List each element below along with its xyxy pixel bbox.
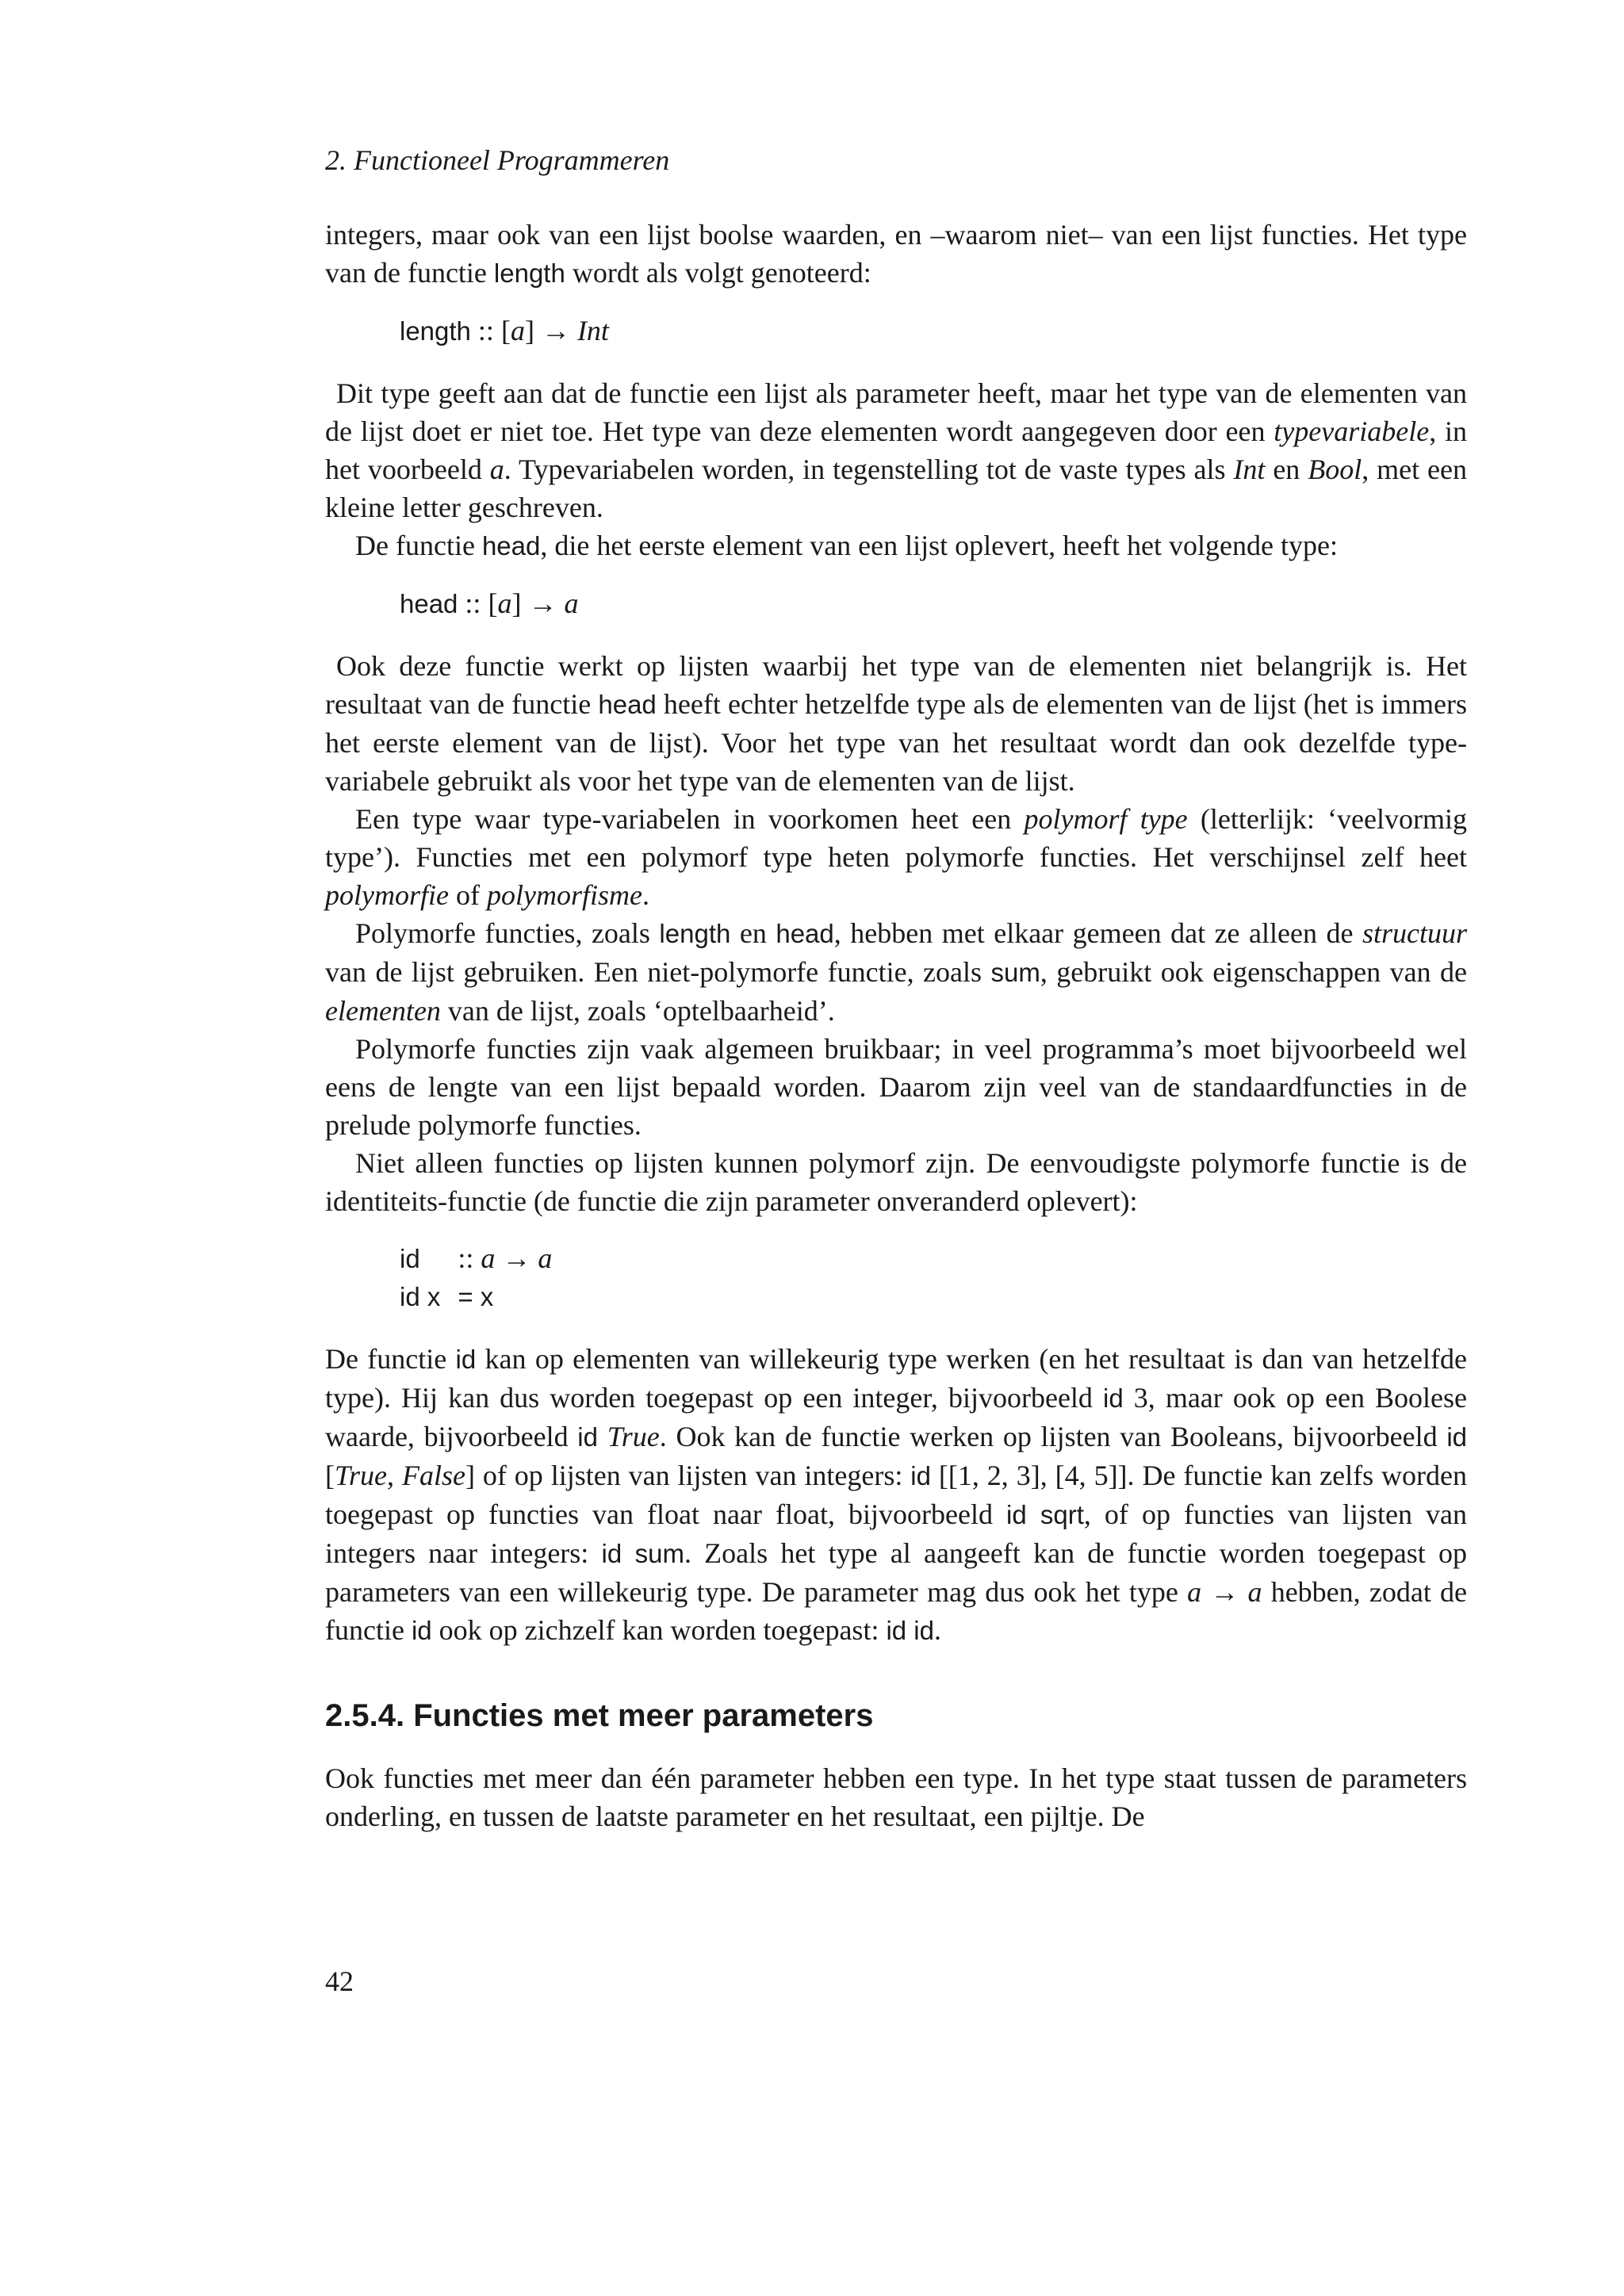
text-span: . Ook kan de functie werken op lijsten van Booleans, bijvoorbeeld	[659, 1421, 1447, 1452]
code-id-sum: id sum	[601, 1539, 684, 1568]
paragraph-2	[325, 374, 1467, 526]
text-span: , hebben met elkaar gemeen dat ze alleen de	[833, 917, 1362, 949]
arrow-symbol: →	[521, 587, 565, 619]
text-span: van de lijst, zoals ‘optelbaarheid’.	[440, 995, 835, 1027]
math-type: Bool	[1308, 453, 1362, 485]
text-span: . Typevariabelen worden, in tegenstelling tot de vaste types als	[504, 453, 1234, 485]
paragraph-6	[325, 914, 1467, 1030]
text-span: [[1, 2, 3], [4, 5]]. De functie kan zelfs worden toegepast op functies van float naar float, bijvoorbeeld	[325, 1460, 1468, 1530]
result-type: Int	[576, 315, 609, 346]
type-variable: a	[510, 315, 525, 346]
paragraph-8: Niet alleen functies op lijsten kunnen polymorf zijn. De eenvoudigste polymorfe functie is de identiteits-functie (de functie die zijn parameter onveranderd oplevert):	[325, 1147, 1467, 1217]
code-row	[400, 1239, 552, 1278]
arrow-symbol: →	[534, 315, 577, 346]
text-span: (letterlijk: ‘veelvormig type’). Functies met een polymorf type heten polymorfe functies. Het verschijnsel zelf heet	[325, 803, 1468, 873]
bracket-close: ]	[524, 315, 534, 346]
bracket-close: ]	[511, 587, 522, 619]
paragraph-9	[325, 1340, 1467, 1650]
math-type: Int	[1233, 453, 1266, 485]
emphasis: polymorf type	[1024, 803, 1188, 835]
code-id: id	[1446, 1422, 1467, 1452]
text-span	[598, 1421, 607, 1452]
text-span: ] of op lijsten van lijsten van integers:	[465, 1460, 911, 1491]
type-separator: ::	[470, 315, 501, 346]
text-span: De functie	[325, 1343, 456, 1375]
code-id: id	[910, 1461, 931, 1490]
math-constant: True	[335, 1460, 388, 1491]
math-constant: True	[607, 1421, 660, 1452]
emphasis: elementen	[325, 995, 441, 1027]
text-span: kan op elementen van willekeurig type werken (en het resultaat is dan van hetzelfde type). Hij kan dus worden toegepast op een integer, bijvoorbeeld	[325, 1343, 1467, 1414]
text-span: , in het voorbeeld	[325, 415, 1467, 485]
code-id: id	[411, 1616, 432, 1645]
text-span: of	[448, 879, 487, 911]
math-variable: a	[489, 453, 504, 485]
display-head-type	[400, 584, 1467, 623]
bracket-open: [	[488, 587, 498, 619]
text-span: [	[325, 1460, 335, 1491]
code-lhs: id	[400, 1244, 420, 1273]
text-span: ook op zichzelf kan worden toegepast:	[431, 1614, 887, 1646]
text-span: integers, maar ook van een lijst boolse waarden, en –waarom niet– van een lijst functies. Het type van de functie	[325, 219, 1467, 289]
text-span: Ook deze functie werkt op lijsten waarbij het type van de elementen niet belangrijk is. Het resultaat van de functie	[325, 650, 1467, 720]
text-span: Een type waar type-variabelen in voorkomen heet een	[355, 803, 1025, 835]
emphasis: structuur	[1362, 917, 1467, 949]
page-content	[325, 143, 1467, 1835]
code-head: head	[776, 919, 834, 948]
code-head: head	[481, 531, 541, 561]
paragraph-5	[325, 800, 1467, 914]
code-lhs: id x	[400, 1282, 441, 1311]
text-span: en	[730, 917, 776, 949]
arrow-symbol: →	[495, 1242, 538, 1274]
text-span: , die het eerste element van een lijst oplevert, heeft het volgende type:	[540, 530, 1338, 561]
code-id-id: id id	[886, 1616, 934, 1645]
text-span: en	[1265, 453, 1308, 485]
id-definition-table	[400, 1239, 552, 1316]
page-number: 42	[325, 1965, 354, 1997]
display-length-type	[400, 312, 1467, 350]
text-span: wordt als volgt genoteerd:	[565, 257, 871, 289]
result-type: a	[564, 587, 579, 619]
type-separator: ::	[458, 587, 488, 619]
bracket-open: [	[500, 315, 511, 346]
code-id-sqrt: id sqrt	[1005, 1500, 1084, 1529]
code-length: length	[493, 258, 565, 288]
paragraph-4	[325, 647, 1467, 800]
paragraph-7: Polymorfe functies zijn vaak algemeen bruikbaar; in veel programma’s moet bijvoorbeeld wel eens de lengte van een lijst bepaald worden. Daarom zijn veel van de standaardfuncties in de prelude polymorfe functies.	[325, 1033, 1467, 1141]
text-span: .	[934, 1614, 941, 1646]
type-variable: a	[481, 1242, 496, 1274]
code-rhs: = x	[458, 1282, 494, 1311]
type-variable: a	[538, 1242, 553, 1274]
code-row	[400, 1278, 552, 1316]
running-head: 2. Functioneel Programmeren	[325, 144, 670, 176]
code-id: id	[577, 1422, 598, 1452]
text-span: Dit type geeft aan dat de functie een lijst als parameter heeft, maar het type van de elementen van de lijst doet er niet toe. Het type van deze elementen wordt aangegeven door een	[325, 377, 1467, 447]
paragraph-1	[325, 216, 1467, 293]
type-variable: a	[497, 587, 512, 619]
text-span: , of op functies van lijsten van integers naar integers:	[325, 1498, 1467, 1569]
code-length: length	[400, 316, 471, 346]
code-id: id	[1103, 1383, 1124, 1413]
emphasis: polymorfisme	[486, 879, 642, 911]
emphasis: typevariabele	[1274, 415, 1430, 447]
body-text	[325, 216, 1467, 1835]
text-span: heeft echter hetzelfde type als de elementen van de lijst (het is immers het eerste element van de lijst). Voor het type van het resultaat wordt dan ook dezelfde type-variabele gebruikt als voor het type van de elementen van de lijst.	[325, 688, 1467, 797]
text-span: hebben, zodat de functie	[325, 1576, 1468, 1646]
code-rhs	[458, 1239, 552, 1278]
emphasis: polymorfie	[325, 879, 449, 911]
text-span: , met een kleine letter geschreven.	[325, 453, 1467, 523]
text-span: De functie	[355, 530, 482, 561]
paragraph-10: Ook functies met meer dan één parameter hebben een type. In het type staat tussen de parameters onderling, en tussen de laatste parameter en het resultaat, een pijltje. De	[325, 1762, 1467, 1832]
text-span: .	[642, 879, 649, 911]
arrow-symbol: →	[1201, 1576, 1248, 1608]
code-id: id	[455, 1345, 477, 1374]
text-span: 3, maar ook op een Boolese waarde, bijvoorbeeld	[325, 1382, 1467, 1452]
type-separator: ::	[458, 1242, 481, 1274]
code-sum: sum	[990, 958, 1040, 987]
text-span: . Zoals het type al aangeeft kan de functie worden toegepast op parameters van een willekeurig type. De parameter mag dus ook het type	[325, 1537, 1467, 1608]
paragraph-3	[325, 526, 1467, 565]
text-span: Polymorfe functies, zoals	[355, 917, 660, 949]
display-id-definition	[400, 1239, 1467, 1316]
type-variable: a	[1247, 1576, 1262, 1608]
type-variable: a	[1187, 1576, 1202, 1608]
section-heading: 2.5.4. Functies met meer parameters	[325, 1698, 874, 1733]
code-length: length	[659, 919, 731, 948]
text-span: , gebruikt ook eigenschappen van de	[1040, 956, 1467, 988]
text-span: van de lijst gebruiken. Een niet-polymorfe functie, zoals	[325, 956, 991, 988]
math-constant: False	[401, 1460, 465, 1491]
text-span: ,	[387, 1460, 402, 1491]
code-head: head	[400, 589, 458, 618]
code-head: head	[598, 690, 657, 719]
